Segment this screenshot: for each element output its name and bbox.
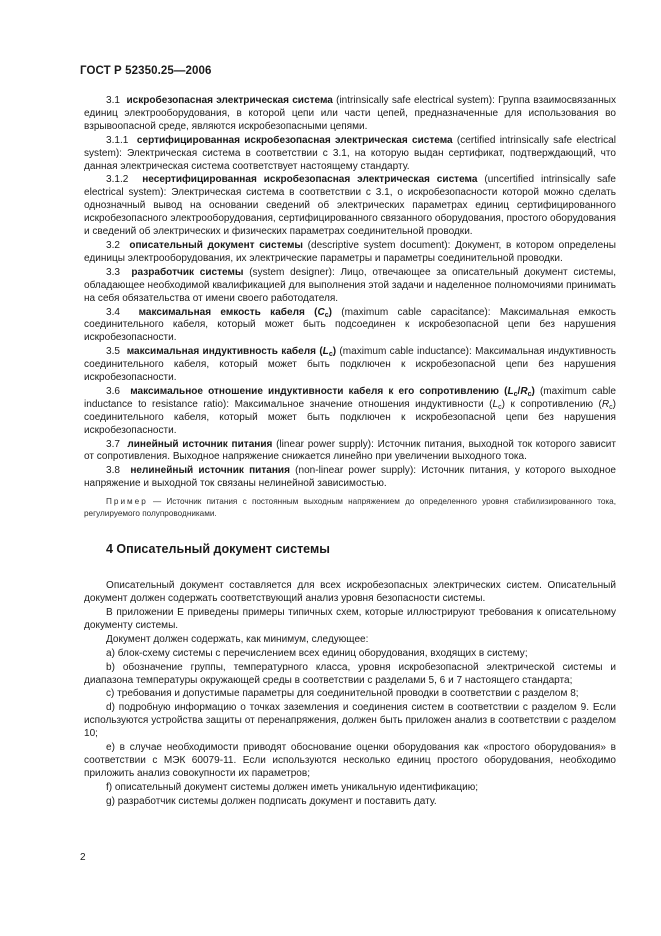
document-body [84, 95, 616, 810]
term-text: максимальная индуктивность кабеля ( [126, 346, 323, 358]
definition-term [130, 386, 535, 397]
definition-term: нелинейный источник питания [130, 465, 290, 477]
definition-term: несертифицированная искробезопасная электрическая система [142, 174, 478, 186]
definition-number: 3.1 [106, 95, 120, 106]
list-item: d) подробную информацию о точках заземления и соединения систем в соответствии с разделом 9. Если используются устройства защиты от перенапряжения, должен быть приложен анализ в соответствии с разделом 10; [84, 702, 616, 740]
term-text: / [517, 385, 521, 397]
paragraph: Документ должен содержать, как минимум, следующее: [106, 633, 369, 645]
definition-3-2 [84, 240, 616, 266]
term-text: ) [332, 346, 337, 358]
definition-text: ) соединительного кабеля, который может быть подключен к искробезопасной цепи без нарушения искробезопасности. [84, 398, 617, 436]
list-item: g) разработчик системы должен подписать документ и поставить дату. [106, 795, 437, 807]
definition-number: 3.1.1 [106, 134, 129, 146]
symbol: L [507, 385, 514, 397]
definition-3-4 [84, 307, 616, 346]
definition-text: (certified intrinsically safe electrical system): Электрическая система в соответствии с 3.1, на которую выдан сертификат, подтверждающий, что данная электрическая система соответствует настоящему стандарту. [84, 134, 616, 172]
definition-number: 3.5 [106, 346, 120, 358]
paragraph: Описательный документ составляется для всех искробезопасных электрических систем. Описательный документ должен содержать соответствующий анализ уровня безопасности системы. [84, 580, 616, 605]
list-item: b) обозначение группы, температурного класса, уровня искробезопасной электрической системы и диапазона температуры окружающей среды в соответствии с разделами 5, 6 и 7 настоящего стандарта; [84, 661, 616, 686]
section-heading: 4 Описательный документ системы [106, 542, 330, 557]
symbol: L [322, 346, 329, 358]
definition-number: 3.3 [106, 266, 120, 278]
symbol: L [492, 398, 499, 410]
definition-3-8 [84, 465, 616, 491]
list-item: f) описательный документ системы должен иметь уникальную идентификацию; [106, 781, 479, 793]
definition-number: 3.4 [106, 306, 120, 318]
symbol: R [520, 385, 528, 397]
definition-3-5 [84, 346, 616, 385]
note-label: Пример [106, 497, 148, 507]
definition-number: 3.1.2 [106, 174, 129, 186]
definition-term [127, 346, 336, 357]
definition-3-7 [84, 439, 616, 465]
note-text: — Источник питания с постоянным выходным напряжением до определенного уровня стабилизированного тока, регулируемого полупроводниками. [84, 497, 616, 518]
example-note [84, 496, 616, 519]
definition-text: (maximum cable inductance to resistance ratio): Максимальное значение отношения индуктивности ( [84, 385, 616, 410]
definition-term [139, 307, 332, 318]
definition-term: описательный документ системы [129, 239, 303, 251]
definition-3-3 [84, 267, 616, 306]
definition-3-1 [84, 95, 616, 134]
definition-term: сертифицированная искробезопасная электрическая система [136, 134, 453, 146]
definition-text: (maximum cable capacitance): Максимальная емкость соединительного кабеля, который может быть подсоединен к искробезопасной цепи без нарушения искробезопасности. [84, 306, 616, 344]
definition-text: (intrinsically safe electrical system): Группа взаимосвязанных единиц электрооборудования, в которой цепи или части цепей, предназначенные для использования во взрывоопасной среде, являются искробезопасными цепями. [84, 95, 616, 132]
symbol-subscript: c [498, 403, 502, 411]
document-header: ГОСТ Р 52350.25—2006 [80, 65, 212, 77]
definition-text: ) к сопротивлению ( [501, 398, 602, 410]
symbol-subscript: c [513, 390, 518, 398]
definition-number: 3.6 [106, 385, 120, 397]
list-item: e) в случае необходимости приводят обоснование оценки оборудования как «простого оборудования» в соответствии с МЭК 60079-11. Если используются несколько единиц простого оборудования, необходимо приложить анализ совокупности их параметров; [84, 742, 616, 779]
term-text: ) [328, 306, 332, 318]
definition-text: (descriptive system document): Документ, в котором определены единицы электрооборудования, их электрические параметры и параметры соединительной проводки. [84, 239, 617, 264]
term-text: ) [531, 385, 535, 397]
symbol-subscript: c [328, 351, 333, 359]
definition-term: искробезопасная электрическая система [126, 95, 333, 106]
definition-text: (maximum cable inductance): Максимальная индуктивность соединительного кабеля, который может быть подключен к искробезопасной цепи без нарушения искробезопасности. [84, 346, 616, 384]
list-item: c) требования и допустимые параметры для соединительной проводки в соответствии с разделом 8; [106, 688, 579, 700]
definition-number: 3.2 [106, 239, 120, 251]
definition-term: разработчик системы [131, 266, 244, 278]
definition-text: (non-linear power supply): Источник питания, у которого выходное напряжение и выходной ток связаны нелинейной зависимостью. [84, 465, 616, 490]
term-text: максимальная емкость кабеля ( [138, 306, 318, 318]
symbol-subscript: c [324, 311, 329, 319]
definition-text: (system designer): Лицо, отвечающее за описательный документ системы, обладающее необходимой квалификацией для выполнения этой задачи и наделенное полномочиями принимать на себя обязательства от имени своего работодателя. [84, 266, 616, 304]
definition-text: (uncertified intrinsically safe electrical system): Электрическая система в соответствии с 3.1, о искробезопасности которой можно сделать однозначный вывод на основании сведений об электрических параметрах единиц сертифицированного искробезопасного электрооборудования, сертифицированного связанного оборудования, простого оборудования и сведений об электрических и физических параметрах соединительной проводки. [84, 174, 617, 238]
symbol: C [317, 306, 325, 318]
list-item: а) блок-схему системы с перечислением всех единиц оборудования, входящих в систему; [106, 647, 528, 659]
symbol: R [601, 398, 610, 410]
term-text: максимальное отношение индуктивности кабеля к его сопротивлению ( [130, 385, 508, 397]
definition-text: (linear power supply): Источник питания, выходной ток которого зависит от сопротивления. Выходное напряжение снижается линейно при увеличении выходного тока. [84, 438, 616, 463]
definition-3-1-1 [84, 135, 616, 174]
definition-3-6 [84, 386, 616, 438]
definition-3-1-2 [84, 174, 616, 239]
symbol-subscript: c [527, 390, 532, 398]
definition-number: 3.8 [106, 465, 120, 477]
page-number: 2 [80, 852, 86, 863]
paragraph: В приложении Е приведены примеры типичных схем, которые иллюстрируют требования к описательному документу системы. [84, 607, 616, 631]
definition-number: 3.7 [106, 438, 120, 450]
definition-term: линейный источник питания [127, 438, 273, 450]
symbol-subscript: c [609, 403, 613, 411]
